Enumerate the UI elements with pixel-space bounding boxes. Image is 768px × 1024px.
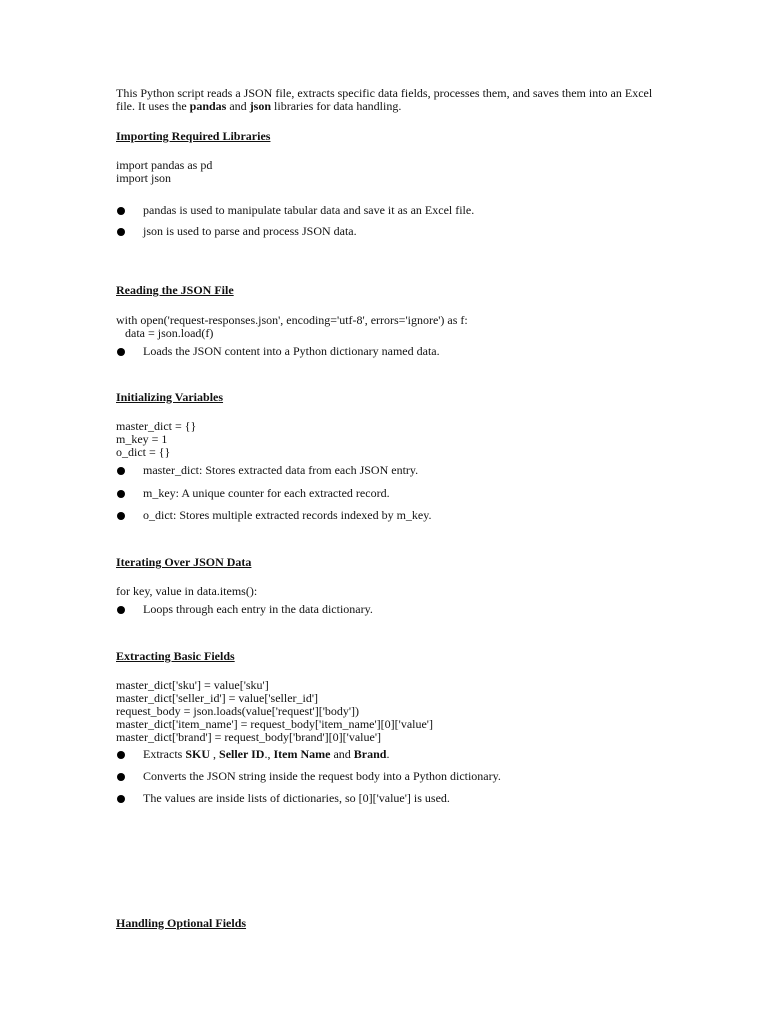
code-line: master_dict['item_name'] = request_body['item_name'][0]['value'] [116,717,433,731]
list-item-text: Loads the JSON content into a Python dictionary named data. [143,344,440,358]
intro-and: and [226,99,250,113]
heading-importing-libraries: Importing Required Libraries [116,129,271,143]
code-block-loop [116,585,656,598]
intro-pandas: pandas [189,99,227,113]
heading-reading-json: Reading the JSON File [116,283,234,297]
code-line: master_dict = {} [116,419,197,433]
code-line: for key, value in data.items(): [116,584,258,598]
bullet-icon [117,795,125,803]
list-item-text: pandas is used to manipulate tabular data and save it as an Excel file. [143,203,475,217]
bullet-icon [117,228,125,236]
code-line: o_dict = {} [116,445,171,459]
item-name-label: Item Name [273,747,331,761]
list-item-text: json is used to parse and process JSON data. [143,224,357,238]
brand-label: Brand [353,747,387,761]
list-item-text: m_key: A unique counter for each extracted record. [143,486,390,500]
heading-optional-fields: Handling Optional Fields [116,916,247,930]
code-line: with open('request-responses.json', encoding='utf-8', errors='ignore') as f: [116,313,468,327]
bullet-icon [117,606,125,614]
code-line: request_body = json.loads(value['request']['body']) [116,704,360,718]
code-line: master_dict['seller_id'] = value['seller_id'] [116,691,319,705]
sku-label: SKU [185,747,211,761]
heading-extracting-fields: Extracting Basic Fields [116,649,235,663]
code-block-variables [116,420,656,459]
code-line: master_dict['brand'] = request_body['brand'][0]['value'] [116,730,381,744]
intro-text-2: libraries for data handling. [271,99,402,113]
bullet-icon [117,751,125,759]
bullet-icon [117,348,125,356]
intro-json: json [249,99,272,113]
code-block-extract [116,679,656,744]
code-block-imports [116,159,656,185]
bullet-icon [117,512,125,520]
list-item-text: The values are inside lists of dictionaries, so [0]['value'] is used. [143,791,450,805]
bullet-icon [117,773,125,781]
bullet-icon [117,490,125,498]
list-item-text: Converts the JSON string inside the request body into a Python dictionary. [143,769,501,783]
code-line: import pandas as pd [116,158,213,172]
list-item-text: master_dict: Stores extracted data from each JSON entry. [143,463,419,477]
code-line: import json [116,171,172,185]
list-item-text: Extracts SKU , Seller ID., Item Name and Brand. [143,747,390,761]
bullet-icon [117,467,125,475]
heading-initializing-variables: Initializing Variables [116,390,224,404]
code-line: m_key = 1 [116,432,168,446]
code-block-open-file [116,314,656,340]
list-item-text: Loops through each entry in the data dictionary. [143,602,373,616]
code-line: master_dict['sku'] = value['sku'] [116,678,269,692]
intro-paragraph [116,87,656,113]
heading-iterating-json: Iterating Over JSON Data [116,555,252,569]
intro-text-1: This Python script reads a JSON file, extracts specific data fields, processes them, and saves them into an Excel file. It uses the [116,86,653,113]
bullet-icon [117,207,125,215]
list-item-text: o_dict: Stores multiple extracted records indexed by m_key. [143,508,432,522]
code-line: data = json.load(f) [116,326,214,340]
seller-id-label: Seller ID [219,747,265,761]
